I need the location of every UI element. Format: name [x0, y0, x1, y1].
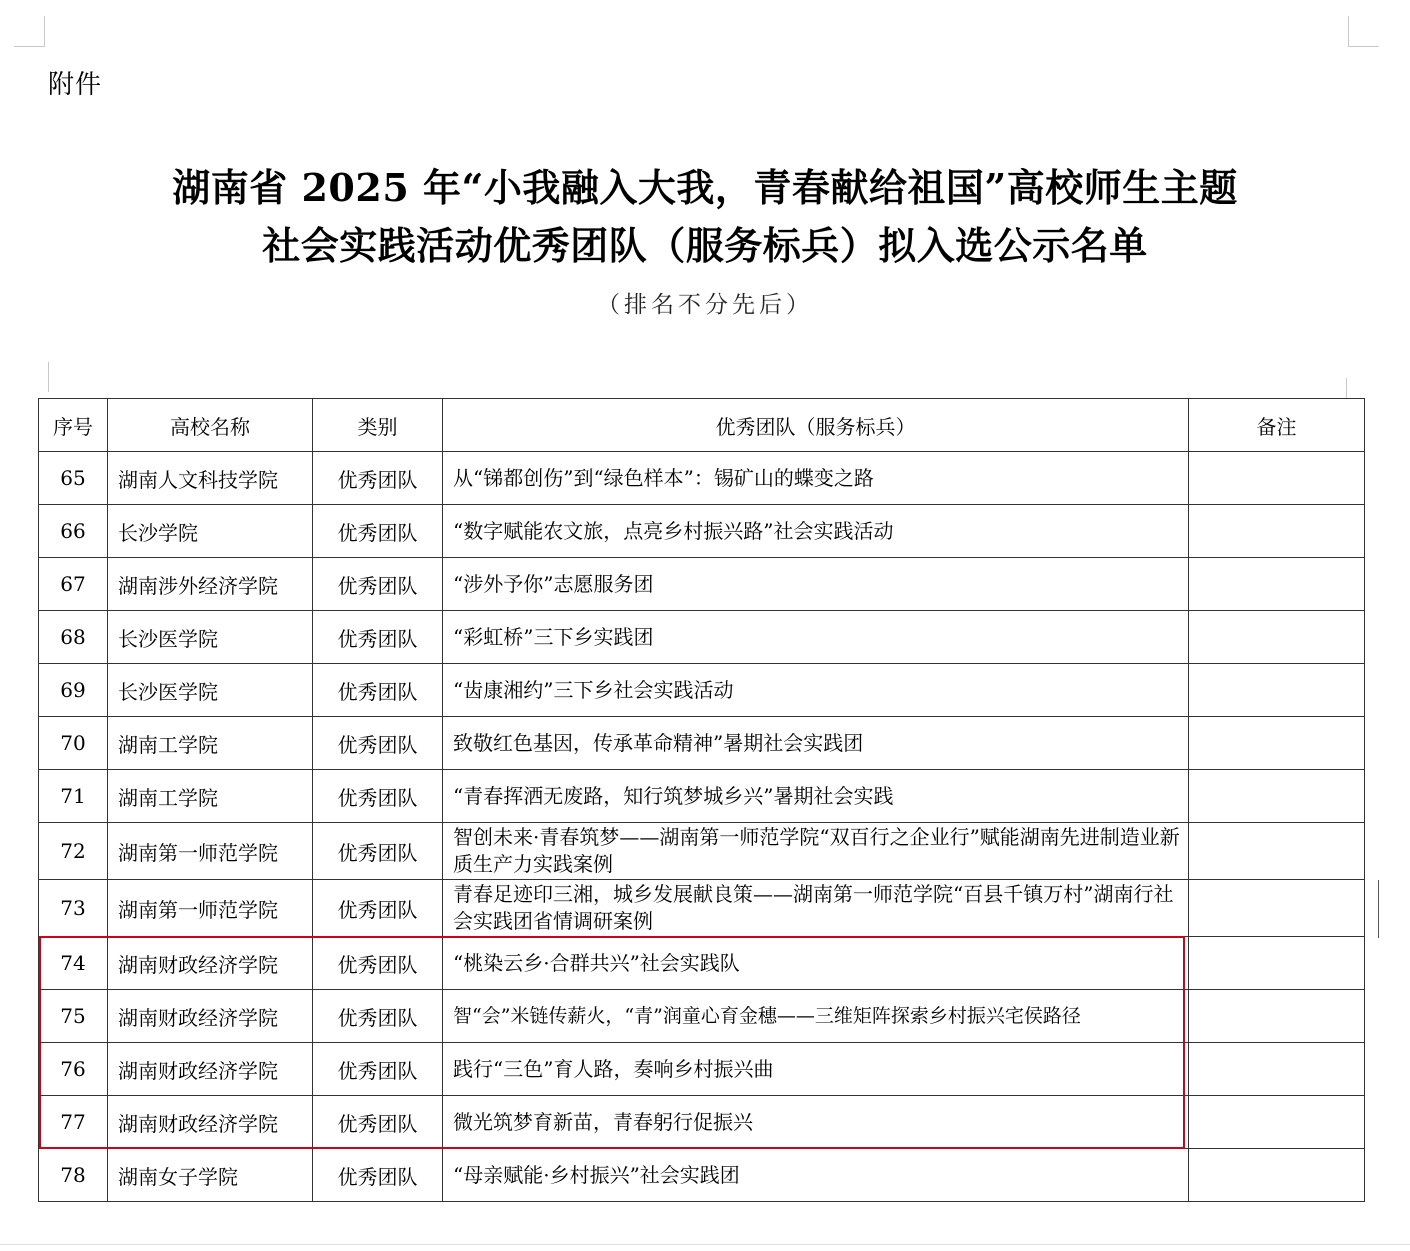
row-note — [1189, 937, 1365, 990]
row-school: 湖南女子学院 — [108, 1149, 313, 1202]
row-category: 优秀团队 — [313, 664, 443, 717]
row-num: 77 — [39, 1096, 108, 1149]
row-note — [1189, 1096, 1365, 1149]
row-num: 68 — [39, 611, 108, 664]
table-row — [39, 717, 1365, 770]
nominee-table — [38, 398, 1365, 1202]
row-team: “桃染云乡·合群共兴”社会实践队 — [443, 937, 1189, 990]
attachment-label: 附件 — [48, 70, 103, 100]
table-row — [39, 664, 1365, 717]
row-category: 优秀团队 — [313, 558, 443, 611]
table-row — [39, 880, 1365, 937]
row-num: 69 — [39, 664, 108, 717]
row-category: 优秀团队 — [313, 611, 443, 664]
row-num: 78 — [39, 1149, 108, 1202]
row-note — [1189, 452, 1365, 505]
row-num: 65 — [39, 452, 108, 505]
table-row — [39, 611, 1365, 664]
header-category: 类别 — [313, 399, 443, 452]
row-note — [1189, 717, 1365, 770]
table-row — [39, 1149, 1365, 1202]
row-category: 优秀团队 — [313, 717, 443, 770]
row-team: “彩虹桥”三下乡实践团 — [443, 611, 1189, 664]
row-note — [1189, 558, 1365, 611]
row-note — [1189, 505, 1365, 558]
table-row — [39, 1096, 1365, 1149]
row-category: 优秀团队 — [313, 770, 443, 823]
table-row — [39, 937, 1365, 990]
row-team: 践行“三色”育人路，奏响乡村振兴曲 — [443, 1043, 1189, 1096]
crop-mark-top-right — [1348, 16, 1379, 47]
row-school: 湖南工学院 — [108, 717, 313, 770]
row-school: 长沙医学院 — [108, 611, 313, 664]
row-num: 71 — [39, 770, 108, 823]
table-row — [39, 770, 1365, 823]
crop-mark-mid-left — [46, 362, 49, 392]
table-row — [39, 990, 1365, 1043]
row-school: 湖南第一师范学院 — [108, 823, 313, 880]
page-bottom-edge — [0, 1244, 1410, 1245]
row-team: 智“会”米链传薪火，“青”润童心育金穗——三维矩阵探索乡村振兴宅侯路径 — [443, 990, 1189, 1043]
row-category: 优秀团队 — [313, 823, 443, 880]
row-note — [1189, 1149, 1365, 1202]
row-num: 70 — [39, 717, 108, 770]
row-category: 优秀团队 — [313, 1149, 443, 1202]
row-school: 湖南人文科技学院 — [108, 452, 313, 505]
header-school: 高校名称 — [108, 399, 313, 452]
row-school: 湖南财政经济学院 — [108, 937, 313, 990]
page-subtitle: （排名不分先后） — [597, 292, 813, 318]
row-note — [1189, 664, 1365, 717]
row-category: 优秀团队 — [313, 452, 443, 505]
row-category: 优秀团队 — [313, 990, 443, 1043]
row-school: 长沙学院 — [108, 505, 313, 558]
row-num: 76 — [39, 1043, 108, 1096]
row-school: 湖南第一师范学院 — [108, 880, 313, 937]
page-title-line1: 湖南省 2025 年“小我融入大我，青春献给祖国”高校师生主题 — [172, 165, 1238, 210]
row-category: 优秀团队 — [313, 505, 443, 558]
row-team: 致敬红色基因，传承革命精神”暑期社会实践团 — [443, 717, 1189, 770]
row-category: 优秀团队 — [313, 937, 443, 990]
row-team: 青春足迹印三湘，城乡发展献良策——湖南第一师范学院“百县千镇万村”湖南行社会实践团省情调研案例 — [443, 880, 1189, 937]
row-school: 湖南工学院 — [108, 770, 313, 823]
row-num: 66 — [39, 505, 108, 558]
row-note — [1189, 770, 1365, 823]
row-team: “涉外予你”志愿服务团 — [443, 558, 1189, 611]
table-row — [39, 505, 1365, 558]
table-row — [39, 558, 1365, 611]
row-note — [1189, 823, 1365, 880]
row-team: 微光筑梦育新苗，青春躬行促振兴 — [443, 1096, 1189, 1149]
table-row — [39, 452, 1365, 505]
row-note — [1189, 880, 1365, 937]
header-num: 序号 — [39, 399, 108, 452]
row-school: 湖南涉外经济学院 — [108, 558, 313, 611]
row-team: “齿康湘约”三下乡社会实践活动 — [443, 664, 1189, 717]
table-row — [39, 823, 1365, 880]
row-note — [1189, 990, 1365, 1043]
margin-marker — [1378, 880, 1379, 938]
row-school: 湖南财政经济学院 — [108, 1043, 313, 1096]
header-note: 备注 — [1189, 399, 1365, 452]
row-school: 湖南财政经济学院 — [108, 990, 313, 1043]
row-team: 智创未来·青春筑梦——湖南第一师范学院“双百行之企业行”赋能湖南先进制造业新质生产力实践案例 — [443, 823, 1189, 880]
row-num: 74 — [39, 937, 108, 990]
row-school: 湖南财政经济学院 — [108, 1096, 313, 1149]
crop-mark-top-left — [14, 16, 45, 47]
crop-mark-mid-right — [1346, 378, 1349, 398]
row-note — [1189, 611, 1365, 664]
table-row — [39, 1043, 1365, 1096]
row-note — [1189, 1043, 1365, 1096]
row-num: 67 — [39, 558, 108, 611]
row-category: 优秀团队 — [313, 1096, 443, 1149]
row-team: 从“锑都创伤”到“绿色样本”：锡矿山的蝶变之路 — [443, 452, 1189, 505]
row-num: 72 — [39, 823, 108, 880]
row-team: “青春挥洒无废路，知行筑梦城乡兴”暑期社会实践 — [443, 770, 1189, 823]
row-school: 长沙医学院 — [108, 664, 313, 717]
row-team: “母亲赋能·乡村振兴”社会实践团 — [443, 1149, 1189, 1202]
table-header-row — [39, 399, 1365, 452]
row-team: “数字赋能农文旅，点亮乡村振兴路”社会实践活动 — [443, 505, 1189, 558]
page-title-line2: 社会实践活动优秀团队（服务标兵）拟入选公示名单 — [262, 223, 1148, 268]
header-team: 优秀团队（服务标兵） — [443, 399, 1189, 452]
row-category: 优秀团队 — [313, 1043, 443, 1096]
row-num: 75 — [39, 990, 108, 1043]
row-num: 73 — [39, 880, 108, 937]
row-category: 优秀团队 — [313, 880, 443, 937]
